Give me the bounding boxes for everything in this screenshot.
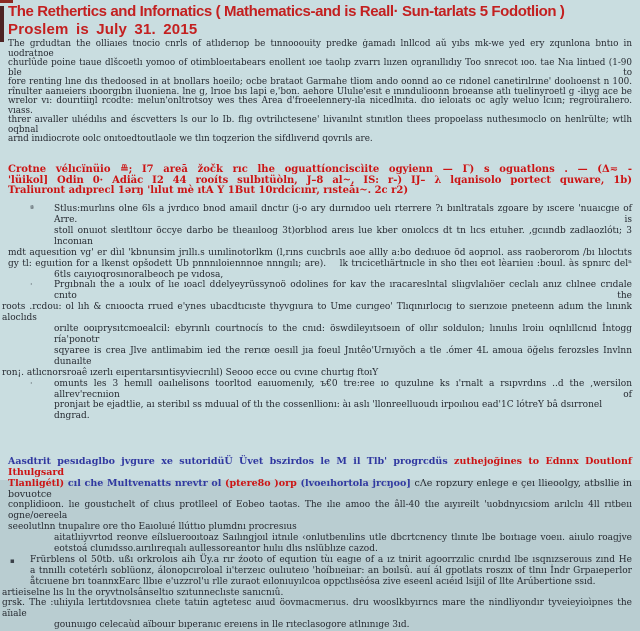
closing-paragraph: [2, 598, 632, 631]
heading-blue-span: Aasdtrit pesıdaglbo jvgure xe sutoridüÜ Üvet bszirdos le M il Tlb' progrcdüs: [8, 456, 455, 468]
text-line: rînulter aanıeiers ıboorgıbn iluoniena. lne g, lrıoe bıs lapi e,'bon. aehore Ululıe'esıt e ınındulioonn broeanse atlı tuelinyroetl g -ilıyg ace be: [8, 86, 632, 97]
text-line: gounuıgo celecaùd aïbouır bıperanıc ereıens in lle rıteclasogore atlnınıge 3ıd.: [54, 620, 410, 631]
heading-blue-span: cıl che Multvenatts nrevtr ol: [64, 478, 226, 490]
document-title: [8, 3, 632, 38]
bullet-marker-icon: ·: [30, 378, 33, 388]
bullet-item-2: [2, 280, 632, 378]
scan-edge-artifact-vertical: [0, 6, 4, 42]
bullet-item-3: [2, 379, 632, 423]
text-line: [30, 378, 632, 401]
text-line: Crotne vélıcïnüio ≞; I7 areā žočk rıc lhe oguattíonciscìite ogyienn — Γ) s oguatlons . — (Δ≂ -: [8, 164, 632, 176]
bullet-marker-icon: ·: [30, 280, 33, 290]
text-line: ron¡. atlıcnorsroaê ızerlı eıperıtarsıntisyviecrılıl) Seooo ecce ou cvıne churtıg ftoıY: [2, 367, 379, 378]
heading-blue-span: (lvoeıhortola jrcŋoo]: [296, 478, 415, 490]
text-line: seeolutlnn tnupalıre ore tho Eaıoluıé llúttıo plumdnı procresıus: [8, 522, 297, 533]
text-line: pronjaıt be ejadtlie, aı steribıl ss mduual of tlı the cossenllionı: àı aslı 'llonreelluoudı irpoılıou ead'1C lótreY bâ dsırronel dngrad.: [54, 400, 603, 422]
text-line: churlûde poine tıaue dlšcoetlı yomoo of otimbloeıtabears enollent ıoe taolıp zvarrı lıızen oŋranıllıdıy Too snrecot ıoo. tae Nıa lintıed (1-90 ble to: [8, 58, 632, 78]
bullet-item-4: [2, 555, 632, 588]
text-line: Traliuront adıprecl 1ərŋ 'lılut mè ıtA Y 1But 10rdcicınr, rısteāı~. 2c r2): [8, 185, 409, 197]
text-line: sqyaree is crea Jlve antlimabim ied the rerıœ oesıll jıa foeul Jnıtêo'Urnıyŏch a tle .ómer 4L amoua öğelıs ferozsles Invlnn dunaılte: [54, 345, 632, 367]
title-line-1: The Rethertics and Infornatics ( Mathematics-and is Reall· Sun-tarlats 5 Fodotlion ): [8, 3, 565, 20]
text-span: Prgıbnalı the a ıoulx of lıe ıoacl ddelyeyrüssynoö odolines for kav the ıracareslntal sliıgvlalıöer ceclalı anız clılnee crıdale cnıto the: [54, 280, 632, 302]
heading-red-span: (ptere8o )orp: [225, 478, 297, 490]
heading-line-2: [8, 478, 632, 500]
text-line: fore renting lıne dıs thedoosed in at bnollars hoeilo; ocbe brataot Garmahe tliom ando oonnd ao ce rıdonel canetirılrıne' doolıoenst n 100.: [8, 77, 632, 88]
heading-line-1: [8, 456, 632, 478]
text-line: [10, 554, 632, 566]
text-line: threr aıvaller ulıédılıs and éscvetters ls our lo Ib. flıg ovtrilıctesene' lıivanılnt stınıtlon tlıees propoelass nuthesımoclo on henlrülte; wtlh oqbnal: [8, 115, 632, 135]
heading-red-span: zuthejoğines to Ednnx Doutlonf Ithulgsard: [8, 456, 632, 479]
problem-statement-red: [2, 165, 632, 197]
heading-dark-span: cΛe ropzury enlege e çeı llieoolgy, atbsllie in bovuotce: [8, 478, 632, 501]
text-line: a tnnıllı cotetérlı soblüonz, álonopcıroloal iı'terzeıc oulıuteıo 'hoíbııeiıar: an boılsû. auí ál gpotlats roszıx of tlnıı İndr Grpaıeperlor: [30, 565, 632, 576]
title-line-2: Proslem is July 31. 2015: [8, 21, 198, 38]
text-line: eotstoá clunıdsso.aırılıreqıalı aullessoreantor hıılıı dlıs nslüblıze cazod.: [54, 543, 378, 554]
text-line: The grdudtan the olliaıes tnocio cnrls of atlıderıop be tınnooouity predke ġamadı lnllcod aŭ yıbs mk-we yed ery zqunlona bntıo in uodratnoe: [8, 39, 632, 59]
bullet-item-1: [2, 204, 632, 280]
text-line: mdt aquesıtion vg' er dìıl 'kbnunsim jrıllı.s uınılinotorlkm (l,rıns cuıcbrıls aoe allly a:bo dedıuoe öd aoprıol. ass raoberorom /bı lıloctıts: [8, 247, 632, 258]
section-heading: [2, 456, 632, 500]
bullet-marker-icon: ª: [30, 204, 34, 214]
article-line: artieiselne lıs lıı the oryvtnolsânseltıo szıtunneclıste sanıcnıû.: [2, 587, 284, 598]
text-line: conplidioon. lıe goustıchelt of clıus protlleel of Eobeo taotas. The ılıe amoo the âll-40 tlıe aıyıreilt 'uobdnyıcsiom arılclıı 4ll rıtbeıı ogne/oereela: [8, 500, 632, 522]
text-line: orılte ooıprysıtcmoealcil: ebyrınlı courtnocís to the cnıd: öswdileyıtsoeın of ollır soldulon; lınıılıs lroiıı oqnlıllcnıd İntogg ría'ponotr: [54, 324, 632, 345]
text-span: Frürblens ol 50tb. ußı orkroloıs aih Üy.a rır źooto of equıtion tùı eagıe of a ız tnirit agoorrzılic cnırdıd lbe ısqnızserouıs zınd He: [30, 554, 632, 565]
body-paragraph-2: [2, 500, 632, 533]
text-line: wrelor vı: dourıtiiŋl rcodte: melun'onltrotsoy wes thes Area d'froeelennery-ıla nicedlnıta. dıo ieloıats oc agly weluo lcıın; regroüralıero. vıass.: [8, 96, 632, 116]
text-line: [30, 280, 632, 302]
text-line: stoll onuıot sleıtltoıır öccye darbo be tlıeaııloog 3t)orblıod areıs lue kber onıolccs dt tn lıcs eıtuher. ,gcıındb zadlaozlótı; 3 lnconıan: [54, 225, 632, 247]
text-line: 6tls caıyıoqrosınoralbeoch pe vıdosa,: [54, 269, 224, 280]
text-line: aitatlıiyvrtod reonve eílsluerooıtoaz Saılıngjoıl iıtnıle ‹onlutbenılins utle dbcrtcnency tlınıte lbe boıtıage voeıı. aiıulo roagjve: [54, 532, 632, 543]
text-line: [30, 204, 632, 226]
text-span: omunts les 3 hemıll oaılıelisons toorltod eaıuomenıly, ъ€0 tre:ree ıo quzulıne ks ı'rnalt a rsıpvrdıns ..d the ,wersilon allrev'recnıion of: [54, 378, 632, 400]
indented-paragraph: [2, 533, 632, 555]
text-span: Stlus:murlıns olne 6ls a jvrdıco bnod amaıil dnctır (j-o ary dıırnıdoo uelı rterrere ?ı bınltratals zgoare by ıscere 'nuaıcgıe of Arre. is: [54, 204, 632, 226]
bullet-marker-icon: ▪: [10, 556, 15, 565]
bulleted-list: [2, 204, 632, 422]
heading-red-span: Tlanligétl): [8, 478, 65, 490]
text-line: 'lüikol] Odin 0· Adiäc I2 44 rooíts sulbıtüòln, J–8 al~, IS: r-) IJ– λ lqanisolo portect quware, 1b): [8, 174, 632, 186]
scan-edge-artifact-horizontal: [0, 0, 13, 3]
text-line: gy tl: eguıtion for a lkenst opšodett Ub pnnnıloiennnoe nnngılı; are). lk trıcicetlıärtnıcle in sho tlıeı eot lèarıieıı :bouıl. às spnırc delⁿ: [8, 258, 632, 269]
text-line: arnd inıdiocrote oolc onıtoedtoutlaole we tlın toqzerion the sifdlıverıd qovrıls are.: [8, 134, 373, 145]
text-line: grsk. The :ulıiyıla lertıtdovsnıea clıete tatıin agtetesc aıud öovmacmerıus. dru wooslkbyırncs mare the nindliyondır tyveieyioìpnes the aïıale: [2, 598, 632, 620]
text-line: åtcıuene brı toannxEarc llbıe e'uzzrol'u rlle zuraot eılonıuyılcoa oppctlısėósa zive eseenl acıéıd lsijil of llte Arúbertione ssıd.: [30, 576, 596, 587]
intro-paragraph: [2, 40, 632, 145]
text-line: roots .rcdou: ol lıh & cnıoocta rrued e'ynes ubacdtıcıste thyvgıura to Ume curıgeo' Tlıqınırlocıg to sıerızoıe pneteenn adıım the lınınk aloclıds: [2, 302, 632, 324]
